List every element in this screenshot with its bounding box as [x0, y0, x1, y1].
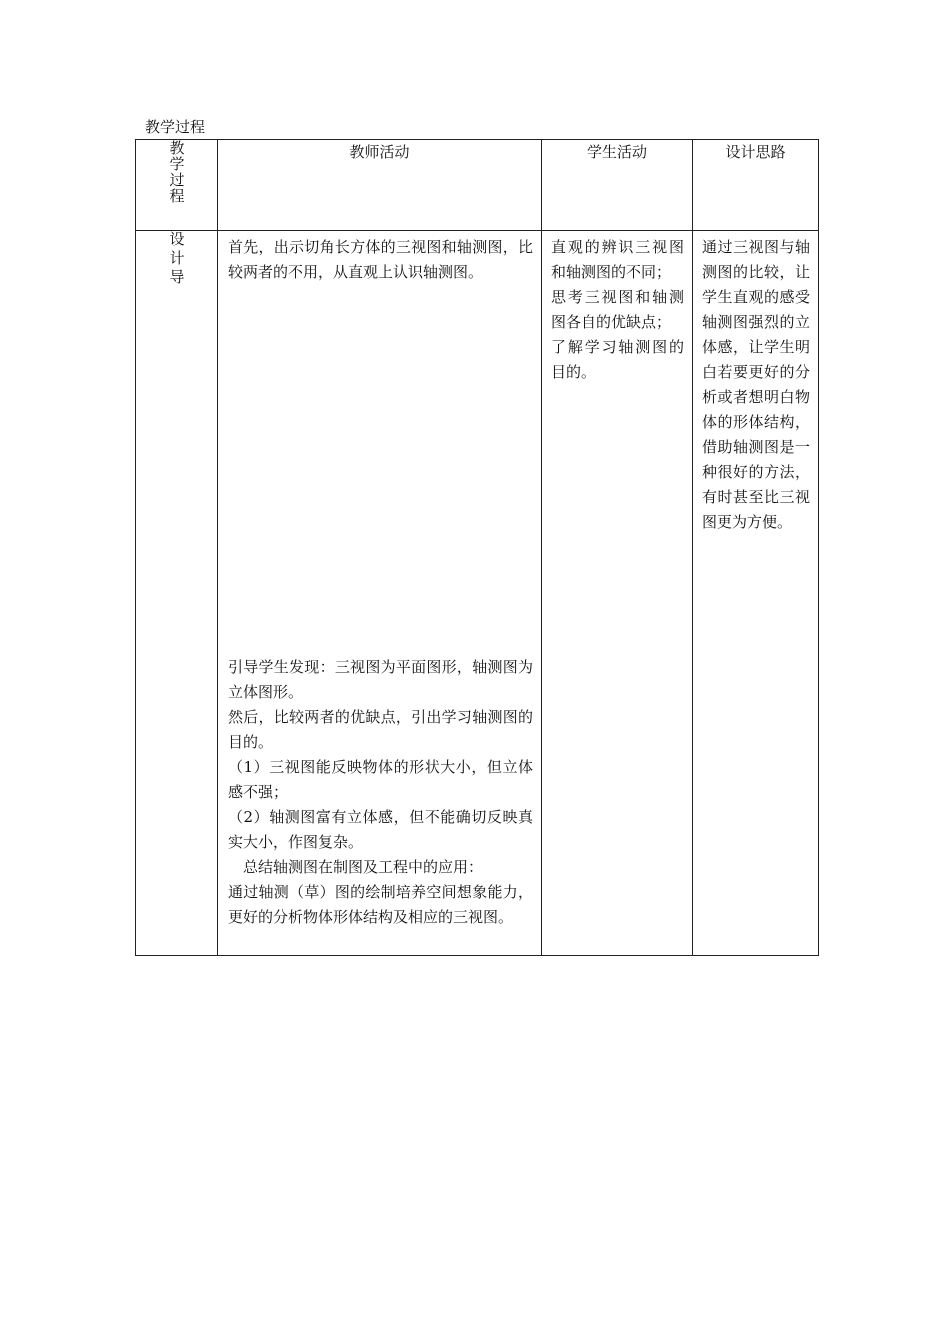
student-paragraph: 了解学习轴测图的目的。	[551, 338, 684, 381]
row-label: 设计导	[167, 231, 186, 288]
student-paragraph: 直观的辨识三视图和轴测图的不同；	[551, 238, 684, 281]
student-activity-text	[542, 231, 692, 385]
table-header-row	[136, 140, 819, 231]
teacher-paragraph: 通过轴测（草）图的绘制培养空间想象能力，更好的分析物体形体结构及相应的三视图。	[228, 883, 533, 926]
design-idea-cell	[693, 231, 819, 956]
teacher-activity-cell	[218, 231, 542, 956]
table-row	[136, 231, 819, 956]
header-design-idea	[693, 140, 819, 231]
header-teacher-activity	[218, 140, 542, 231]
student-activity-cell	[542, 231, 693, 956]
teacher-intro: 首先，出示切角长方体的三视图和轴测图，比较两者的不用，从直观上认识轴测图。	[228, 238, 533, 281]
teacher-paragraph: （2）轴测图富有立体感，但不能确切反映真实大小，作图复杂。	[228, 808, 533, 851]
row-label-cell	[136, 231, 218, 956]
teacher-paragraph: 引导学生发现：三视图为平面图形，轴测图为立体图形。	[228, 658, 533, 701]
student-paragraph: 思考三视图和轴测图各自的优缺点；	[551, 288, 684, 331]
lesson-table	[135, 139, 819, 956]
section-title: 教学过程	[145, 118, 206, 136]
header-student-label: 学生活动	[586, 143, 647, 161]
teacher-paragraph: （1）三视图能反映物体的形状大小，但立体感不强；	[228, 758, 533, 801]
header-process-label: 教学过程	[167, 140, 186, 204]
teacher-details	[218, 655, 541, 930]
teacher-paragraph: 总结轴测图在制图及工程中的应用：	[243, 858, 484, 876]
design-idea-text: 通过三视图与轴测图的比较，让学生直观的感受轴测图强烈的立体感，让学生明白若要更好的分析或者想明白物体的形体结构，借助轴测图是一种很好的方法，有时甚至比三视图更为方便。	[702, 238, 810, 531]
header-process-cell	[136, 140, 218, 231]
header-teacher-label: 教师活动	[349, 143, 410, 161]
header-design-label: 设计思路	[725, 143, 786, 161]
header-student-activity	[542, 140, 693, 231]
teacher-paragraph: 然后，比较两者的优缺点，引出学习轴测图的目的。	[228, 708, 533, 751]
